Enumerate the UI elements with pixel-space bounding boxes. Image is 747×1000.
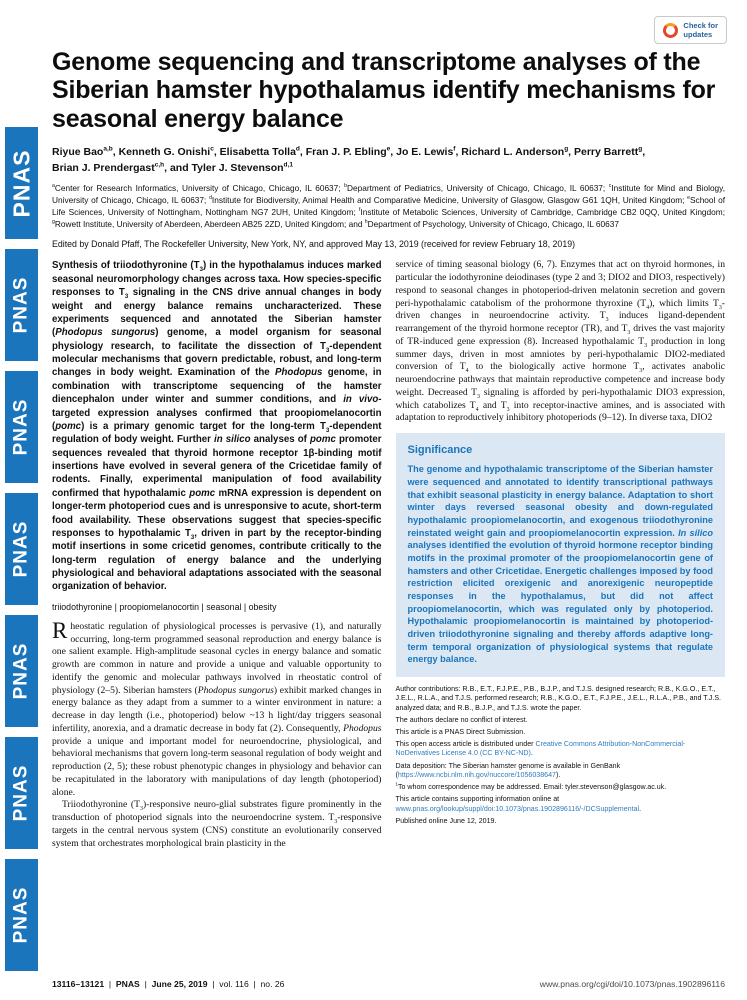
footnote: This article is a PNAS Direct Submission. [395,728,526,736]
article-content [52,0,725,941]
pnas-logo: PNAS [5,615,38,727]
right-column [396,259,726,941]
edited-by-line: Edited by Donald Pfaff, The Rockefeller University, New York, NY, and approved May 13, 2019 (received for review February 18, 2019) [52,239,576,250]
significance-body: The genome and hypothalamic transcriptome of the Siberian hamster were sequenced and annotated to identify transcriptional pathways that exhibit seasonal plasticity in energy balance. Adaptation to short winter days reversed seasonal obesity and down-regulated hypothalamic proopiomelanocortin, and exogenous triiodothyronine reinstated weight gain and proopiomelanocortin expression. In silico analyses identified the evolution of thyroid hormone receptor binding motifs in the proximal promoter of the proopiomelanocortin gene of hamsters and other Cricetidae. Energetic challenges imposed by food restriction elicited orexigenic and anorexigenic neuropeptide responses in the hypothalamus, but did not affect proopiomelanocortin, which was regulated only by photoperiod. Hypothalamic proopiomelanocortin is maintained by photoperiod-driven triiodothyronine signaling and thereby affords adaptive long-term temporal organization of physiological systems that regulate energy balance. [407,464,713,665]
pnas-logo: PNAS [5,127,38,239]
abstract: Synthesis of triiodothyronine $(T_3)$ in the hypothalamus induces marked seasonal neuromorphology changes across taxa. How species-specific responses to $T_3$ signaling in the CNS drive annual changes in body weight and energy balance remains uncharacterized. These experiments sequenced and annotated the Siberian hamster (Phodopus sungorus) genome, a model organism for seasonal physiology research, to facilitate the dissection of $T_3$-dependent molecular mechanisms that govern predictable, robust, and long-term changes in body weight. Examination of the Phodopus genome, in combination with transcriptome sequencing of the hamster diencephalon under winter and summer conditions, and in vivo-targeted expression analyses confirmed that proopiomelanocortin (pomc) is a primary genomic target for the long-term $T_3$-dependent regulation of body weight. Further in silico analyses of pomc promoter sequences revealed that thyroid hormone receptor 1β-binding motif insertions have evolved in several genera of the Cricetidae family of rodents. Finally, experimental manipulation of food availability confirmed that hypothalamic pomc mRNA expression is dependent on longer-term photoperiod cues and is unresponsive to acute, short-term food availability. These observations suggest that species-specific responses to hypothalamic $T_3$, driven in part by the receptor-binding motif insertions in some cricetid genomes, contribute critically to the long-term regulation of energy balance and the underlying physiological and behavioral adaptations associated with the seasonal organization of behavior. [52,260,382,593]
article-title: Genome sequencing and transcriptome analyses of the Siberian hamster hypothalamus identify mechanisms for seasonal energy balance [52,48,716,133]
footnote: The authors declare no conflict of interest. [395,715,528,724]
article-body [52,259,725,941]
footnote: This open access article is distributed under Creative Commons Attribution-NonCommercial-NoDerivatives License 4.0 (CC BY-NC-ND). [395,740,686,758]
inline-link[interactable]: www.pnas.org/lookup/suppl/doi:10.1073/pnas.1902896116/-/DCSupplemental [395,804,640,813]
page-info: 13116–13121 | PNAS | June 25, 2019 | vol. 116 | no. 26 [52,979,285,989]
footnotes [396,685,726,826]
footnote: This article contains supporting information online at www.pnas.org/lookup/suppl/doi:10.1073/pnas.1902896116/-/DCSupplemental. [395,795,642,813]
pnas-logo: PNAS [5,859,38,971]
inline-link[interactable]: Creative Commons Attribution-NonCommercial-NoDerivatives License 4.0 (CC BY-NC-ND) [395,740,686,758]
intro-paragraph-1: Rheostatic regulation of physiological processes is pervasive (1), and naturally occurring, long-term programmed seasonal reproduction and energy balance is one salient example. High-amplitude seasonal cycles in energy balance and somatic growth are common in nature and provide a unique and valuable opportunity to identify the genomic and molecular pathways involved in rheostatic control of physiology (2–5). Siberian hamsters (Phodopus sungorus) exhibit marked changes in energy balance as they adapt from a summer to a winter environment in nature: a decrease in day length (i.e., photoperiod) below ~13 h light/day triggers seasonal infertility, anorexia, and a dramatic decrease in body fat (2). Consequently, Phodopus provide a unique and important model for neuroendocrine, physiological, and behavioral mechanisms that govern long-term seasonal regulation of body weight and reproduction (2, 5); these robust phenotypic changes in physiology and behavior can be recapitulated in the laboratory with manipulations of day length (photoperiod) alone. [52,617,382,798]
page-footer [52,979,725,989]
check-for-updates-label: Check for updates [683,21,718,39]
pnas-logo: PNAS [5,371,38,483]
continuation-paragraph: service of timing seasonal biology (6, 7). Enzymes that act on thyroid hormones, in particular the iodothyronine deiodinases (type 2 and 3; DIO2 and DIO3, respectively) respond to seasonal changes in photoperiod-driven melatonin secretion and govern peri-hypothalamic catabolism of the prohormone thyroxine $(T_4)$, which limits $T_3$-driven changes in neuroendocrine activity. $T_3$ induces ligand-dependent rearrangement of the thyroid hormone receptor (TR), and $T_3$ drives the vast majority of TR-induced gene expression (8). Increased hypothalamic $T_3$ production in long summer days, driven in most amniotes by peri-hypothalamic DIO2-mediated conversion of $T_4$ to the biologically active hormone $T_3$, activates anabolic neuroendocrine pathways that maintain reproductive competence and increase body weight. Decreased $T_3$ signaling is afforded by peri-hypothalamic DIO3 expression, which catabolizes $T_4$ and $T_3$ into receptor-inactive amines, and is associated with adaptation to reproductively inhibitory photoperiods (9–12). In diverse taxa, DIO2 [395,259,725,424]
significance-title: Significance [407,444,473,457]
significance-box [396,433,726,677]
affiliations: $^a$Center for Research Informatics, University of Chicago, Chicago, IL 60637; $^b$Department of Pediatrics, University of Chicago, Chicago, IL 60637; $^c$Institute for Mind and Biology, University of Chicago, Chicago, IL 60637; $^d$Institute for Biodiversity, Animal Health and Comparative Medicine, University of Glasgow, Glasgow G61 1QH, United Kingdom; $^e$School of Life Sciences, University of Nottingham, Nottingham NG7 2UH, United Kingdom; $^f$Institute of Metabolic Sciences, University of Cambridge, Cambridge CB2 0QQ, United Kingdom; $^g$Rowett Institute, University of Aberdeen, Aberdeen AB25 2ZD, United Kingdom; and $^h$Department of Psychology, University of Chicago, Chicago, IL 60637 [52,183,726,229]
footnote: Author contributions: R.B., E.T., F.J.P.E., P.B., B.J.P., and T.J.S. designed research; R.B., K.G.O., E.T., J.E.L., R.L.A., and T.J.S. performed research; R.B., K.G.O., E.T., F.J.P.E., J.E.L., R.L.A., P.B., and T.J.S. analyzed data; and R.B., B.J.P., and T.J.S. wrote the paper. [395,685,722,712]
footnote: Data deposition: The Siberian hamster genome is available in GenBank (https://www.ncbi.nlm.nih.gov/nuccore/1056038647). [395,761,621,779]
pnas-logo: PNAS [5,493,38,605]
left-column [52,259,382,941]
pnas-logo: PNAS [5,249,38,361]
pnas-logo: PNAS [5,737,38,849]
doi-text: www.pnas.org/cgi/doi/10.1073/pnas.1902896116 [539,979,725,989]
intro-paragraph-2: Triiodothyronine $(T_3)$-responsive neuro-glial substrates figure prominently in the transduction of photoperiod signals into the neuroendocrine system. $T_3$-responsive targets in the central nervous system (CNS) constitute an evolutionarily conserved system that orchestrates morphological brain plasticity in the [52,799,382,849]
pnas-sidebar [5,127,38,971]
footnote: $^1$To whom correspondence may be addressed. Email: tyler.stevenson@glasgow.ac.uk. [395,781,667,792]
inline-link[interactable]: https://www.ncbi.nlm.nih.gov/nuccore/1056038647 [397,770,557,779]
author-list: Riyue Bao$^{a,b}$, Kenneth G. Onishi$^c$, Elisabetta Tolla$^d$, Fran J. P. Ebling$^e$, Jo E. Lewis$^f$, Richard L. Anderson$^g$, Perry Barrett$^g$, Brian J. Prendergast$^{c,h}$, and Tyler J. Stevenson$^{d,1}$ [52,145,646,174]
footnote: Published online June 12, 2019. [395,816,497,825]
keywords-line: triiodothyronine | proopiomelanocortin | seasonal | obesity [52,601,277,612]
